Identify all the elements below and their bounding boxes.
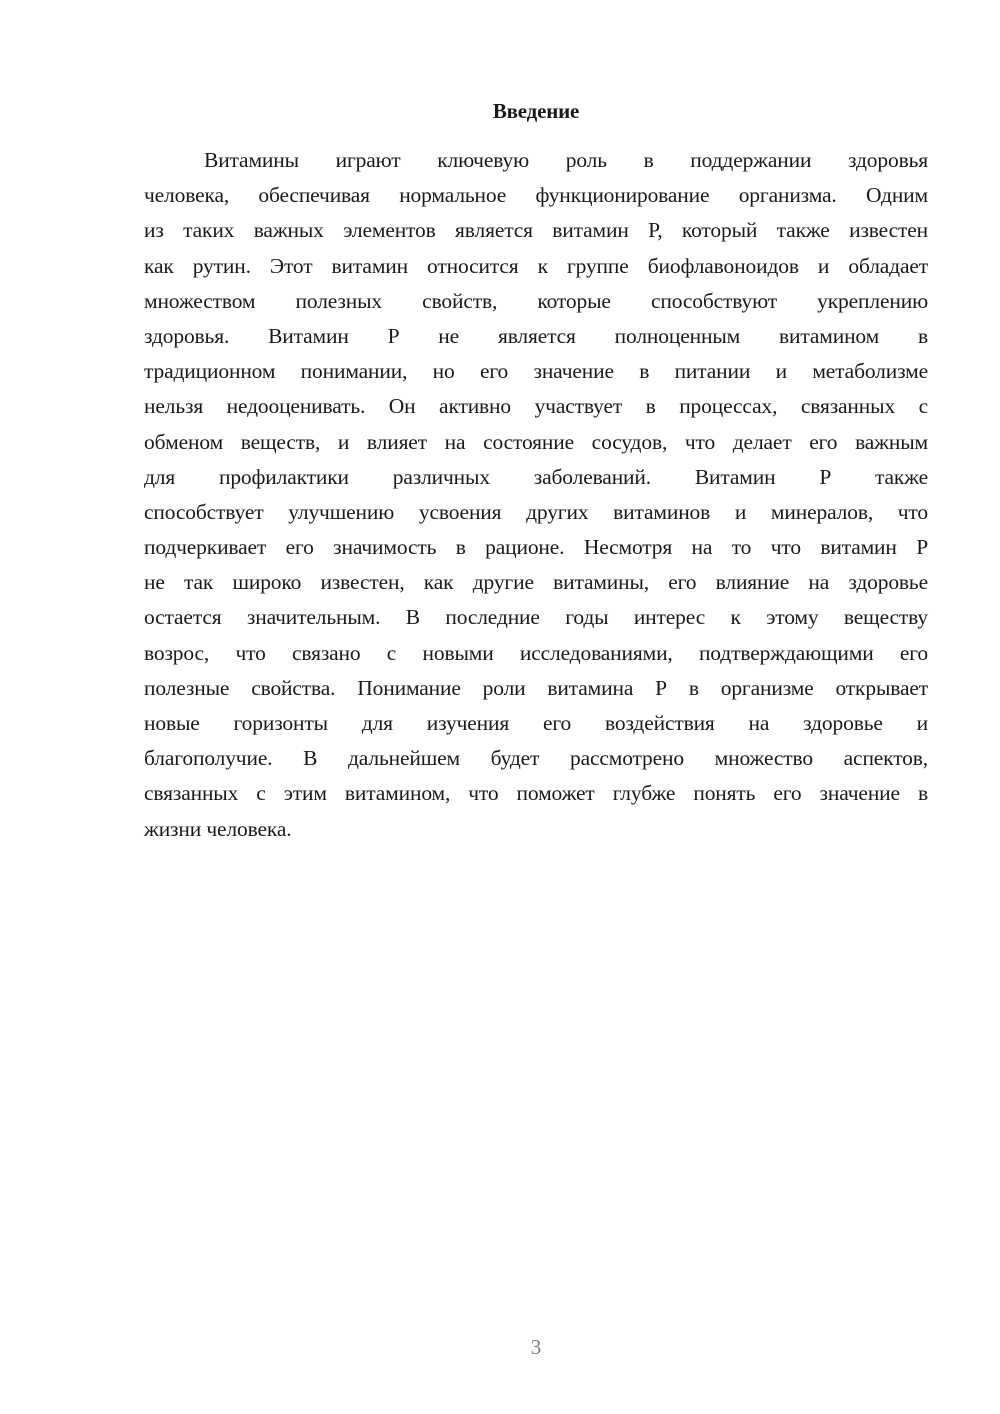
- paragraph-line: не так широко известен, как другие витамины, его влияние на здоровье: [144, 570, 928, 595]
- paragraph-line: множеством полезных свойств, которые способствуют укреплению: [144, 288, 928, 313]
- paragraph-line: здоровья. Витамин Р не является полноценным витамином в: [144, 323, 928, 348]
- page-number: 3: [530, 1335, 542, 1359]
- paragraph-line: благополучие. В дальнейшем будет рассмотрено множество аспектов,: [144, 746, 928, 771]
- paragraph-line: жизни человека.: [144, 816, 292, 841]
- paragraph-line: как рутин. Этот витамин относится к группе биофлавоноидов и обладает: [144, 253, 928, 278]
- paragraph-line: Витамины играют ключевую роль в поддержании здоровья: [204, 148, 928, 172]
- paragraph-line: способствует улучшению усвоения других витаминов и минералов, что: [144, 499, 928, 524]
- section-heading: Введение: [492, 99, 580, 123]
- paragraph-line: новые горизонты для изучения его воздействия на здоровье и: [144, 711, 928, 735]
- paragraph-line: остается значительным. В последние годы интерес к этому веществу: [144, 605, 928, 630]
- paragraph-line: полезные свойства. Понимание роли витамина Р в организме открывает: [144, 675, 928, 700]
- paragraph-line: человека, обеспечивая нормальное функционирование организма. Одним: [144, 183, 928, 208]
- body-paragraph: [144, 143, 928, 847]
- paragraph-line: подчеркивает его значимость в рационе. Несмотря на то что витамин Р: [144, 535, 928, 560]
- paragraph-line: нельзя недооценивать. Он активно участвует в процессах, связанных с: [144, 394, 928, 419]
- paragraph-line: из таких важных элементов является витамин Р, который также известен: [144, 218, 928, 243]
- paragraph-line: возрос, что связано с новыми исследованиями, подтверждающими его: [144, 640, 928, 665]
- paragraph-line: традиционном понимании, но его значение в питании и метаболизме: [144, 359, 928, 384]
- paragraph-line: для профилактики различных заболеваний. Витамин Р также: [144, 464, 928, 489]
- paragraph-line: обменом веществ, и влияет на состояние сосудов, что делает его важным: [144, 429, 928, 454]
- paragraph-line: связанных с этим витамином, что поможет глубже понять его значение в: [144, 781, 928, 806]
